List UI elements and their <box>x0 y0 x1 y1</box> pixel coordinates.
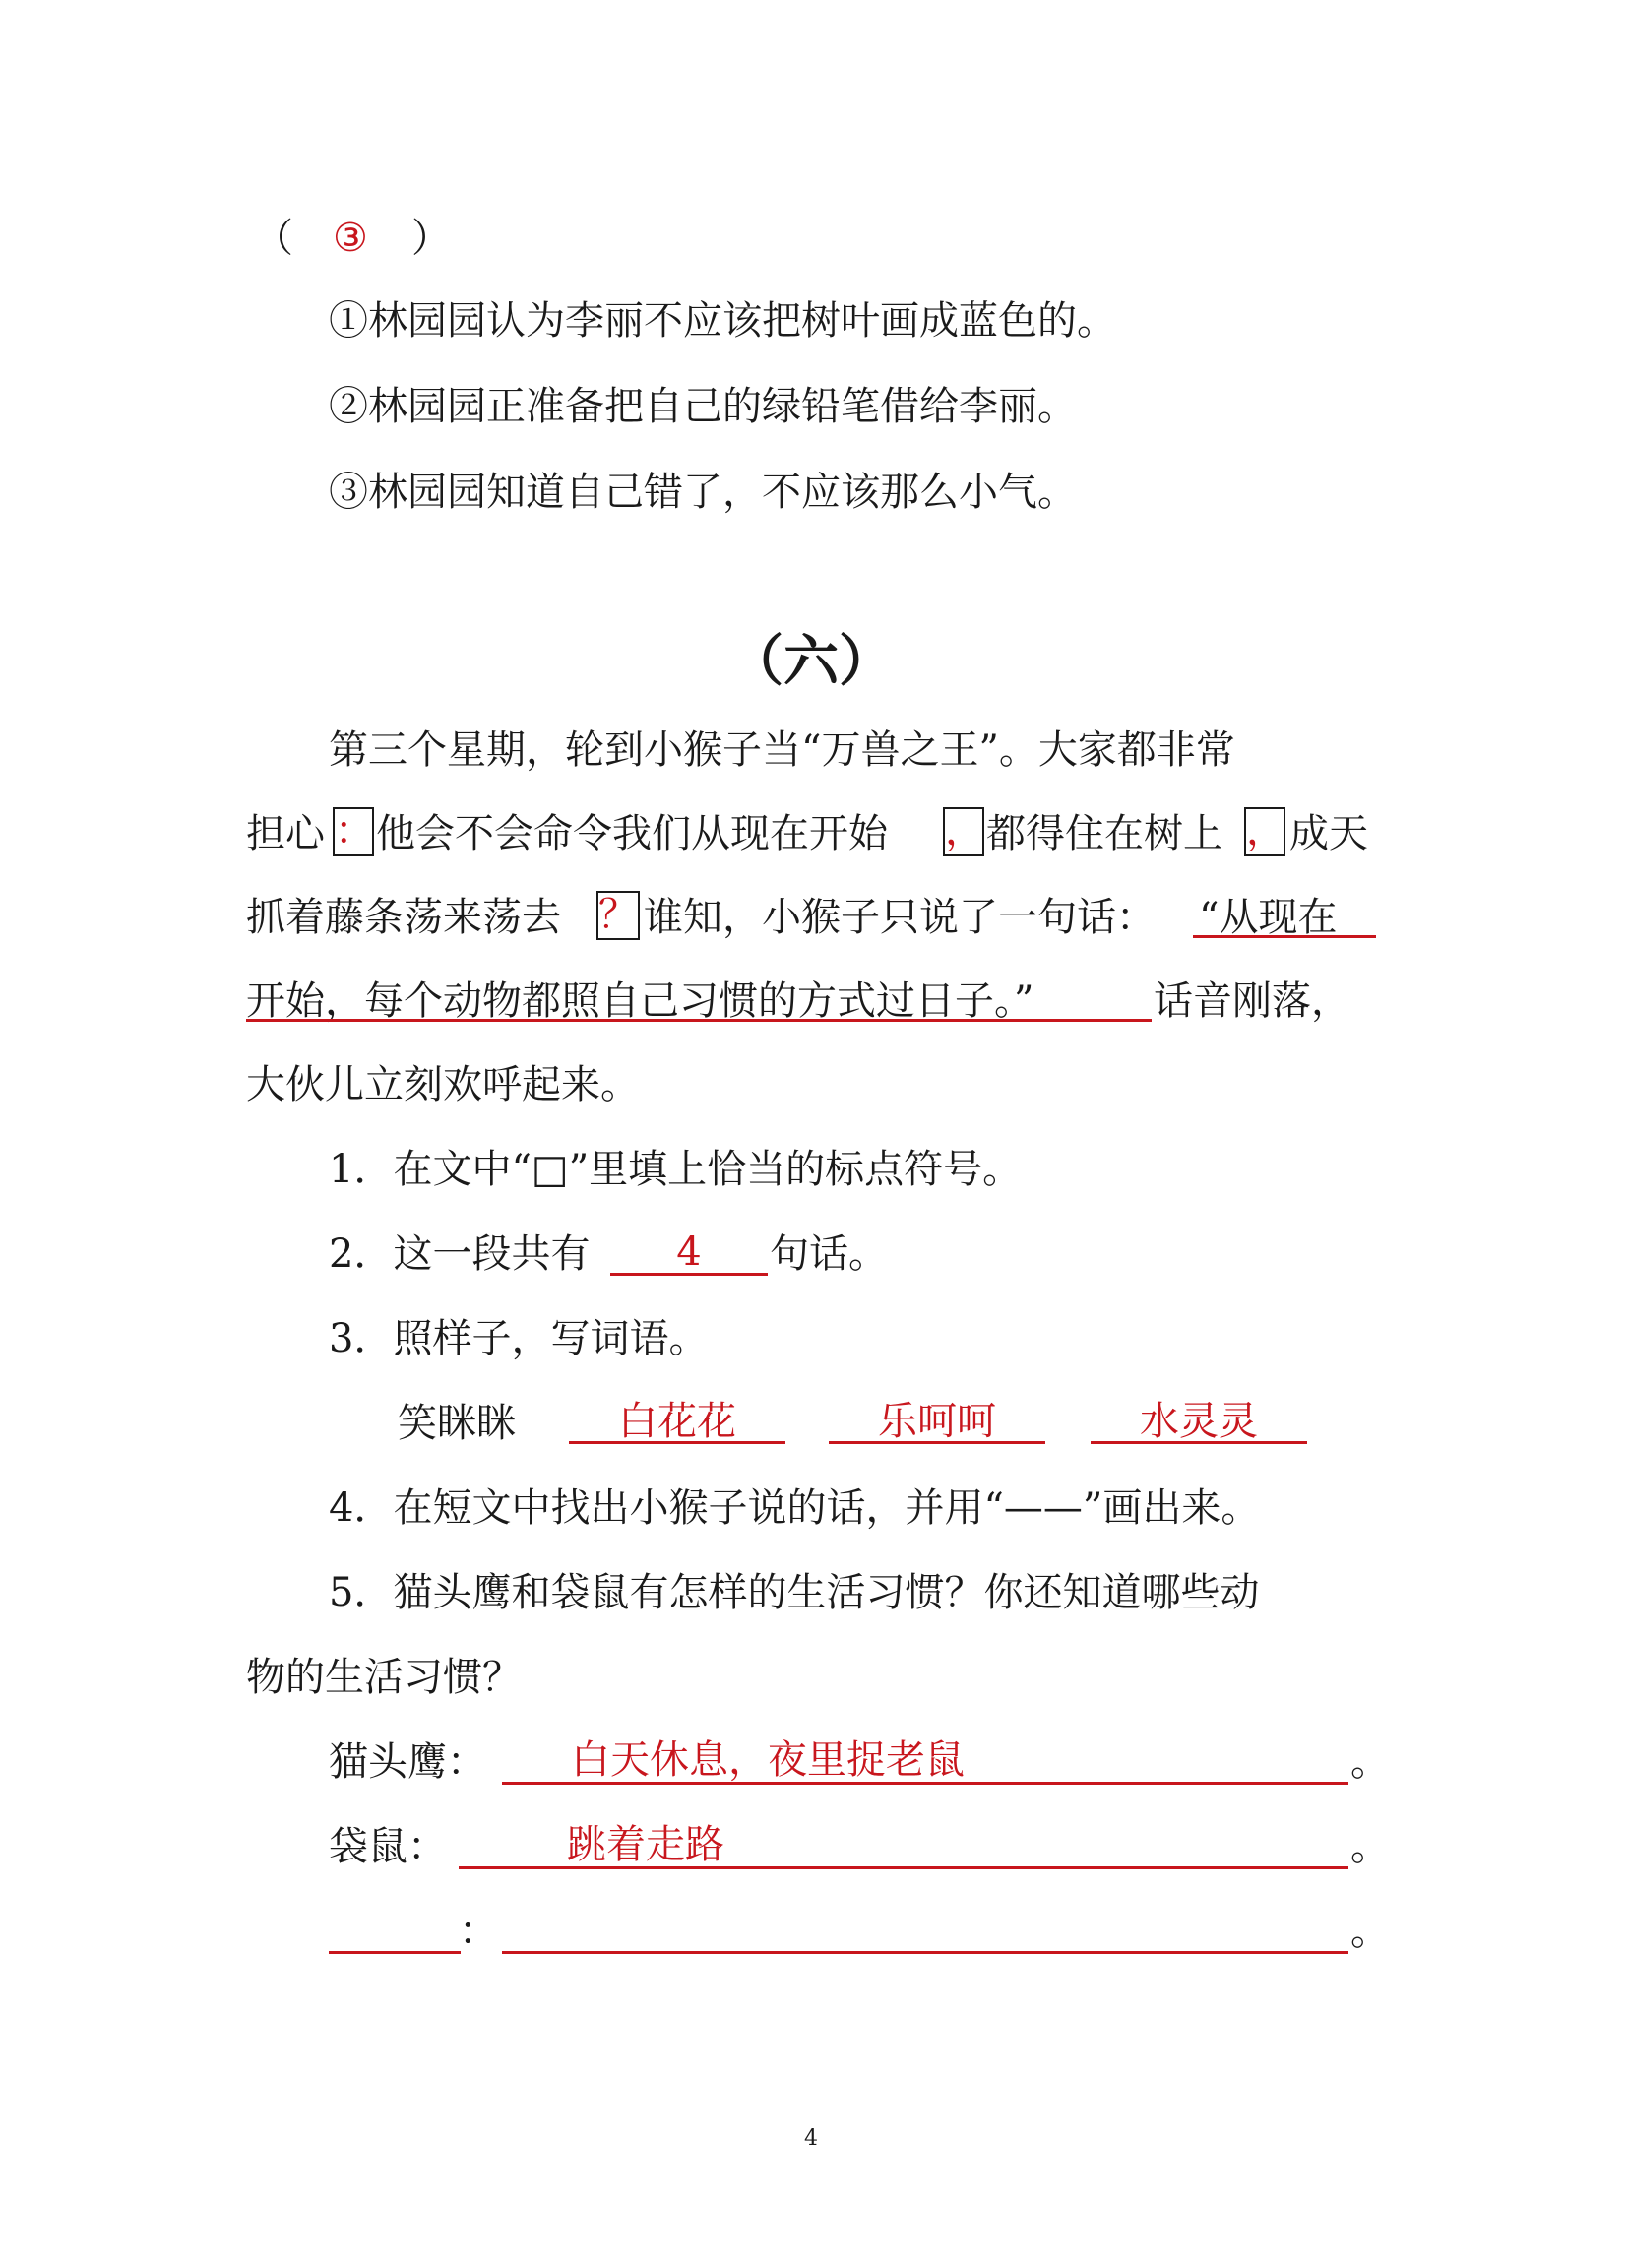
question-3: 3．照样子，写词语。 <box>329 1316 709 1361</box>
extra-period: 。 <box>1350 1909 1390 1954</box>
question-3-answer-2: 乐呵呵 <box>878 1399 996 1444</box>
question-2-suffix: 句话。 <box>770 1231 888 1277</box>
monkey-quote-part-2: 开始，每个动物都照自己习惯的方式过日子。” <box>246 978 1034 1024</box>
section-title: （六） <box>728 629 894 694</box>
passage-line-2-b: 他会不会命令我们从现在开始 <box>376 811 888 856</box>
owl-underline <box>502 1782 1348 1785</box>
owl-answer: 白天休息，夜里捉老鼠 <box>571 1737 965 1783</box>
question-3-example: 笑眯眯 <box>398 1401 516 1446</box>
punct-box-3: ， <box>1244 807 1285 856</box>
punct-box-1: ： <box>333 807 374 856</box>
passage-line-5: 大伙儿立刻欢呼起来。 <box>246 1062 640 1107</box>
question-3-underline-3 <box>1091 1441 1307 1444</box>
question-5-line-2: 物的生活习惯？ <box>246 1655 522 1700</box>
option-2: ②林园园正准备把自己的绿铅笔借给李丽。 <box>329 384 1077 429</box>
kangaroo-period: 。 <box>1350 1824 1390 1869</box>
passage-line-3-a: 抓着藤条荡来荡去 <box>246 895 561 940</box>
passage-line-3-b: 谁知，小猴子只说了一句话： <box>644 895 1156 940</box>
passage-line-4-b: 话音刚落， <box>1154 978 1350 1024</box>
answer-paren-close: ） <box>411 216 451 261</box>
option-3: ③林园园知道自己错了，不应该那么小气。 <box>329 470 1077 515</box>
answer-paren-open: （ <box>254 216 293 261</box>
kangaroo-label: 袋鼠： <box>329 1824 447 1869</box>
punct-box-2: ， <box>943 807 984 856</box>
question-4: 4．在短文中找出小猴子说的话，并用“——”画出来。 <box>329 1485 1261 1531</box>
question-5-line-1: 5．猫头鹰和袋鼠有怎样的生活习惯？你还知道哪些动 <box>329 1570 1260 1615</box>
quote-underline-1 <box>1193 935 1376 938</box>
quote-underline-2 <box>246 1019 1152 1022</box>
passage-line-2-d: 成天 <box>1289 811 1368 856</box>
punct-box-4: ？ <box>596 891 640 940</box>
owl-period: 。 <box>1350 1739 1390 1785</box>
question-2-underline <box>610 1273 768 1276</box>
passage-line-2-c: 都得住在树上 <box>986 811 1222 856</box>
question-2-answer: 4 <box>676 1229 702 1275</box>
kangaroo-underline <box>459 1866 1348 1869</box>
question-2-prefix: 2．这一段共有 <box>329 1231 591 1277</box>
option-1: ①林园园认为李丽不应该把树叶画成蓝色的。 <box>329 298 1116 344</box>
page-number: 4 <box>804 2126 818 2151</box>
question-3-underline-2 <box>829 1441 1045 1444</box>
question-3-answer-3: 水灵灵 <box>1140 1399 1258 1444</box>
monkey-quote-part-1: “从现在 <box>1199 895 1338 940</box>
extra-animal-colon: ： <box>459 1909 498 1954</box>
question-1: 1．在文中“□”里填上恰当的标点符号。 <box>329 1147 1023 1192</box>
passage-line-2-a: 担心 <box>246 811 325 856</box>
question-3-answer-1: 白花花 <box>618 1399 736 1444</box>
kangaroo-answer: 跳着走路 <box>567 1822 724 1867</box>
owl-label: 猫头鹰： <box>329 1739 486 1785</box>
passage-line-1: 第三个星期，轮到小猴子当“万兽之王”。大家都非常 <box>329 727 1235 773</box>
answer-choice: ③ <box>333 216 368 261</box>
extra-animal-underline <box>329 1951 461 1954</box>
extra-habit-underline <box>502 1951 1348 1954</box>
question-3-underline-1 <box>569 1441 785 1444</box>
